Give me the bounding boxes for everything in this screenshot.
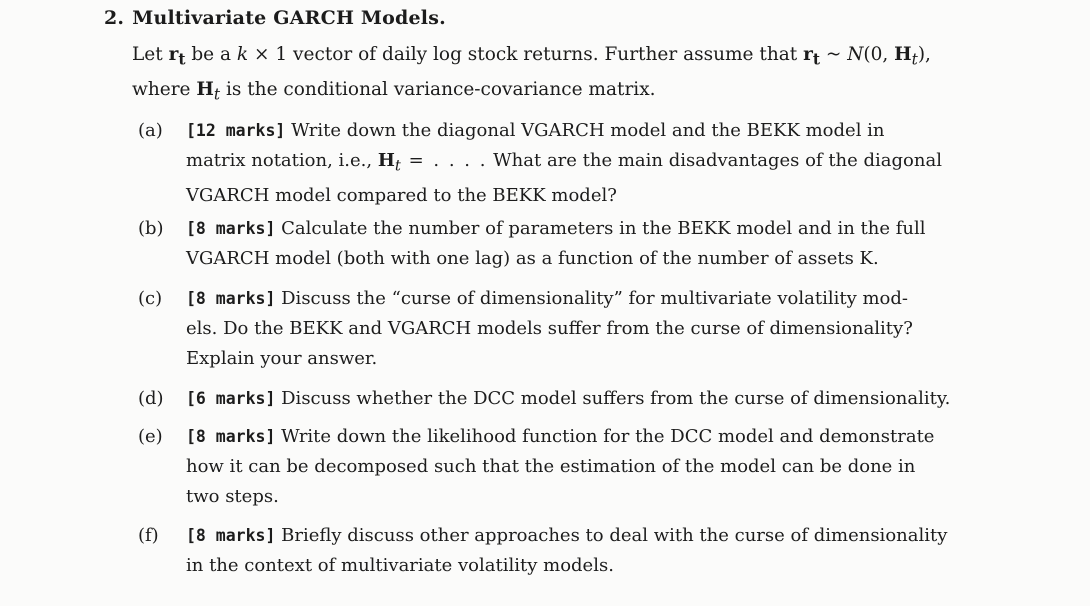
part-text: VGARCH model compared to the BEKK model? [186, 184, 617, 206]
part-text: in the context of multivariate volatility models. [186, 555, 614, 576]
part-text: els. Do the BEKK and VGARCH models suffer from the curse of dimensionality? [186, 318, 913, 339]
part-text: two steps. [186, 486, 279, 507]
question-heading: Multivariate GARCH Models. [132, 7, 446, 29]
intro-text: vector of daily log stock returns. Further assume that [287, 44, 804, 65]
part-text: Briefly discuss other approaches to deal with the curse of dimensionality [275, 525, 948, 546]
part-d [138, 384, 993, 414]
part-label: (c) [138, 288, 163, 309]
part-c [138, 284, 993, 374]
part-label: (e) [138, 426, 163, 447]
marks-badge: [8 marks] [186, 526, 276, 545]
math-k: k [236, 44, 249, 65]
marks-badge: [8 marks] [186, 427, 276, 446]
intro-line-2 [132, 75, 1012, 110]
part-text: Explain your answer. [186, 348, 378, 369]
math-times: × [248, 44, 276, 65]
math-eq: = . . . . [400, 150, 488, 171]
math-r: r [803, 44, 813, 65]
math-r: r [168, 44, 179, 65]
part-text: matrix notation, i.e., [186, 150, 378, 171]
math-sub: t [178, 50, 186, 69]
question-number: 2. [104, 7, 125, 29]
part-label: (b) [138, 218, 164, 239]
math-one: 1 [275, 44, 288, 65]
part-label: (d) [138, 388, 164, 409]
part-f [138, 521, 993, 581]
part-text: Discuss whether the DCC model suffers from the curse of dimensionality. [275, 388, 951, 409]
part-text: What are the main disadvantages of the diagonal [487, 150, 942, 171]
intro-text: where [132, 78, 197, 100]
part-text: Write down the diagonal VGARCH model and the BEKK model in [285, 120, 885, 141]
part-e [138, 422, 993, 512]
math-H: H [196, 78, 214, 100]
part-text: Discuss the “curse of dimensionality” for multivariate volatility mod- [275, 288, 908, 309]
question-intro [132, 40, 1012, 109]
part-label: (a) [138, 120, 163, 141]
marks-badge: [6 marks] [186, 389, 276, 408]
question-title [104, 7, 446, 29]
intro-line-1 [132, 40, 1012, 75]
intro-text: is the conditional variance-covariance matrix. [220, 78, 656, 100]
math-normal: N [847, 44, 864, 65]
math-sub: t [911, 50, 918, 69]
math-sub: t [213, 85, 221, 104]
part-text: Calculate the number of parameters in the BEKK model and in the full [275, 218, 926, 239]
math-H: H [377, 150, 395, 171]
part-text: VGARCH model (both with one lag) as a function of the number of assets K. [186, 248, 879, 269]
math-args: (0, [863, 44, 895, 65]
intro-text: Let [132, 44, 169, 65]
marks-badge: [12 marks] [186, 121, 286, 140]
marks-badge: [8 marks] [186, 289, 276, 308]
math-sim: ~ [819, 44, 848, 65]
part-text: how it can be decomposed such that the estimation of the model can be done in [186, 456, 916, 477]
marks-badge: [8 marks] [186, 219, 276, 238]
part-text: Write down the likelihood function for the DCC model and demonstrate [275, 426, 935, 447]
math-sub: t [812, 50, 820, 69]
math-H: H [894, 44, 912, 65]
math-args: ), [917, 44, 931, 65]
part-a [138, 116, 993, 211]
intro-text: be a [185, 44, 237, 65]
math-sub: t [394, 156, 401, 175]
part-b [138, 214, 993, 274]
part-label: (f) [138, 525, 159, 546]
